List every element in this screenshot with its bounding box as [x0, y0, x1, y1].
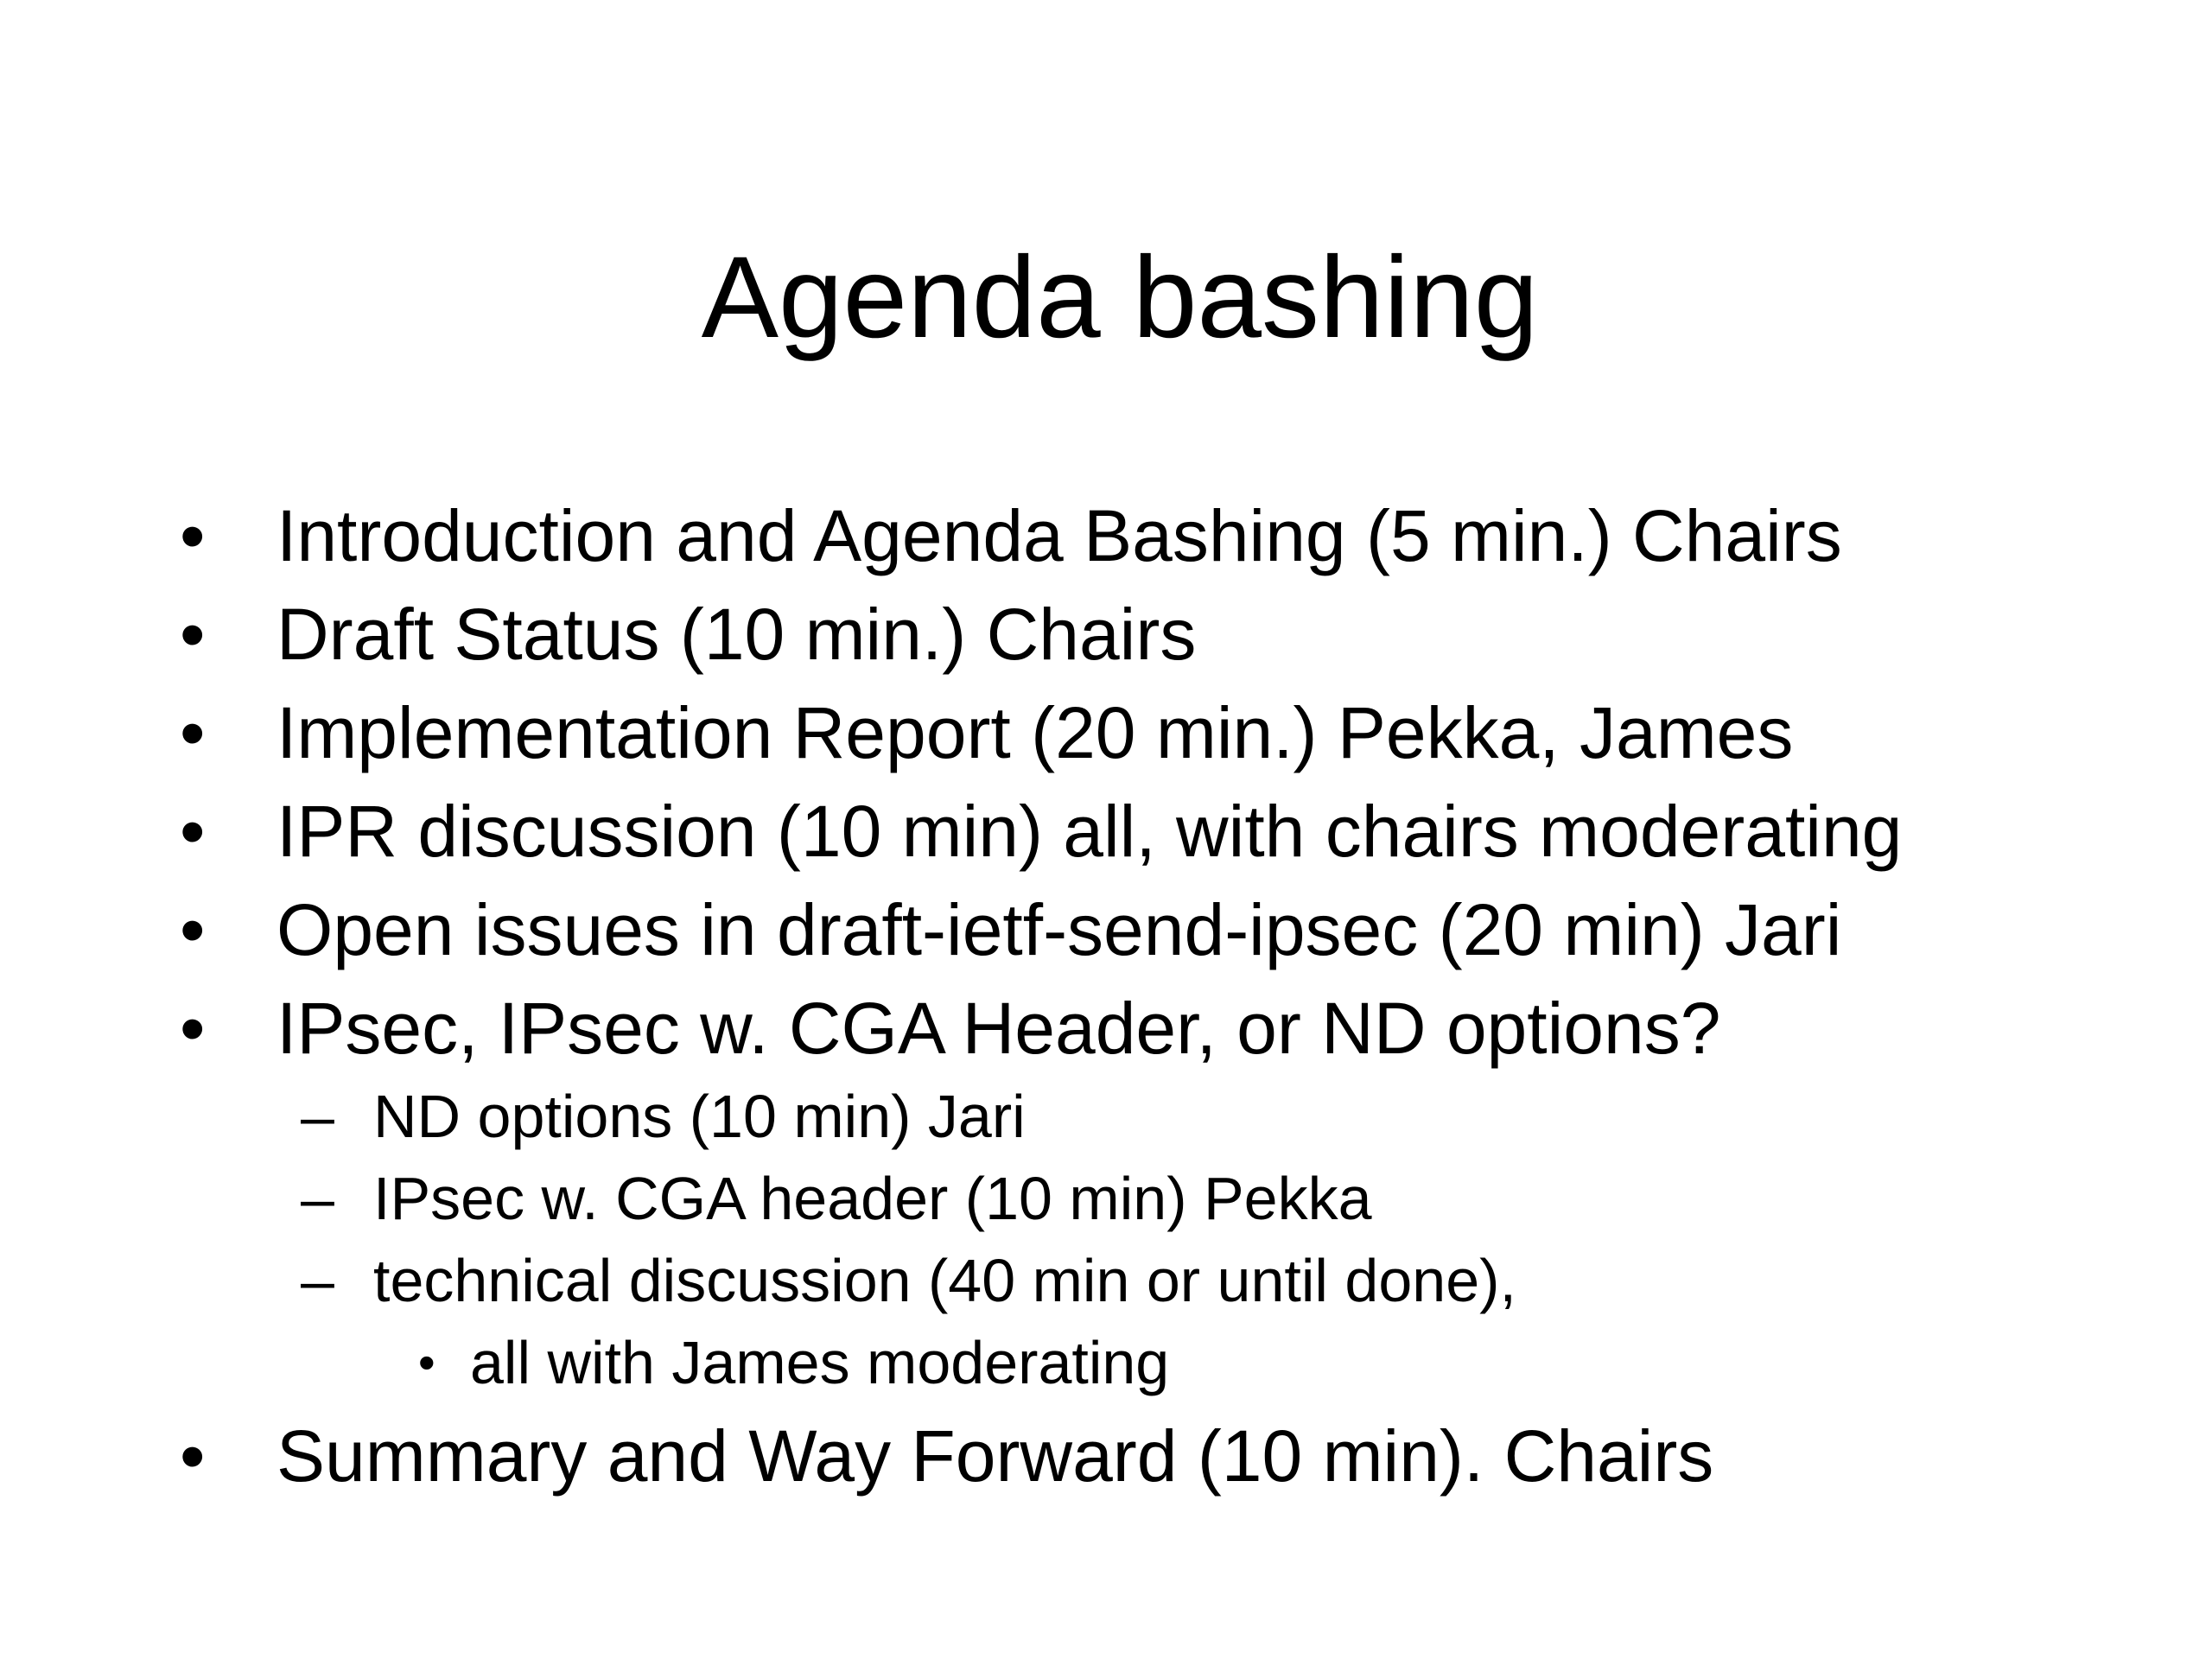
bullet: •: [180, 988, 206, 1069]
agenda-item-text: Introduction and Agenda Bashing (5 min.) Chairs: [276, 495, 1842, 576]
agenda-item-text: IPR discussion (10 min) all, with chairs moderating: [276, 791, 1903, 872]
agenda-subitem-text: technical discussion (40 min or until done),: [373, 1247, 1516, 1314]
agenda-item-text: Open issues in draft-ietf-send-ipsec (20 min) Jari: [276, 889, 1842, 970]
agenda-item-text: IPsec, IPsec w. CGA Header, or ND options?: [276, 988, 1721, 1069]
dash-bullet: –: [301, 1165, 334, 1232]
bullet: •: [180, 495, 206, 576]
agenda-item-text: Implementation Report (20 min.) Pekka, James: [276, 692, 1794, 773]
bullet: •: [180, 594, 206, 675]
bullet: •: [180, 791, 206, 872]
agenda-subitem-text: ND options (10 min) Jari: [373, 1083, 1026, 1150]
dash-bullet: –: [301, 1083, 334, 1150]
slide-title: Agenda bashing: [701, 233, 1539, 362]
agenda-item-text: Summary and Way Forward (10 min). Chairs: [276, 1415, 1714, 1497]
bullet: •: [180, 692, 206, 773]
dash-bullet: –: [301, 1247, 334, 1314]
agenda-subsubitem-text: all with James moderating: [470, 1329, 1170, 1396]
bullet: •: [418, 1335, 435, 1389]
bullet: •: [180, 889, 206, 970]
agenda-item-text: Draft Status (10 min.) Chairs: [276, 594, 1197, 675]
agenda-subitem-text: IPsec w. CGA header (10 min) Pekka: [373, 1165, 1372, 1232]
bullet: •: [180, 1415, 206, 1497]
